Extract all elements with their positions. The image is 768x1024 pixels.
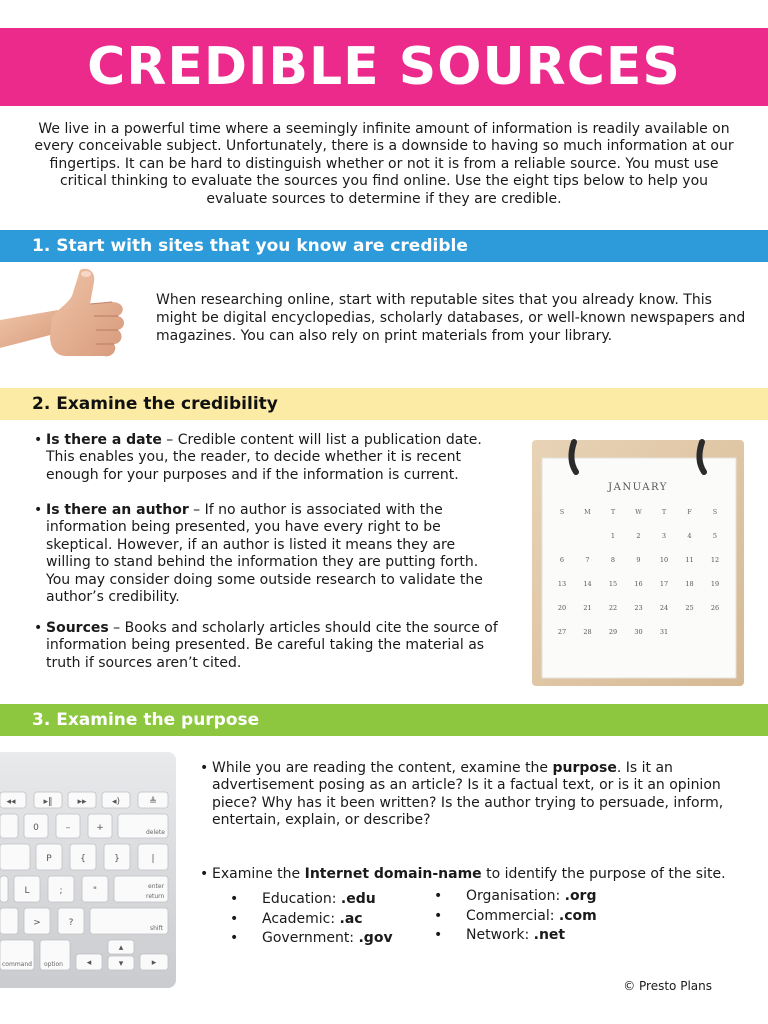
domain-label: Education:: [262, 891, 341, 907]
calendar-day: 4: [687, 532, 692, 540]
bullet-date: [34, 432, 504, 494]
domain-item: [434, 926, 597, 946]
section2-heading: 2. Examine the credibility: [32, 394, 278, 414]
svg-text:◂): ◂): [111, 797, 121, 807]
bullet-item: [200, 760, 748, 830]
domain-item: [230, 890, 393, 910]
calendar-day: 25: [685, 604, 694, 612]
svg-text:;: ;: [59, 886, 63, 896]
calendar-image: [532, 438, 744, 686]
bullet-bold: Internet domain-name: [304, 866, 482, 882]
svg-text:–: –: [65, 823, 71, 833]
calendar-day: 3: [661, 532, 667, 540]
bullet-bold: purpose: [552, 760, 617, 776]
calendar-day: 5: [712, 532, 718, 540]
calendar-day: 29: [608, 628, 618, 636]
bullet-text-post: to identify the purpose of the site.: [481, 866, 726, 882]
calendar-day: 31: [659, 628, 669, 636]
calendar-day: 8: [610, 556, 616, 564]
bullet-sources: [34, 620, 504, 682]
domain-list-right: [434, 887, 597, 946]
calendar-day: 28: [583, 628, 592, 636]
domain-item: [434, 907, 597, 927]
calendar-day: 23: [634, 604, 643, 612]
keyboard-image: [0, 752, 180, 988]
bullet-label: Is there a date: [46, 432, 162, 448]
domain-label: Commercial:: [466, 907, 559, 924]
calendar-weekday: S: [559, 508, 565, 516]
calendar-weekday: T: [610, 508, 616, 516]
intro-paragraph: We live in a powerful time where a seemingly infinite amount of information is readily available on every conceivable subject. Unfortunately, there is a downside to having so much information at our fingertips. It can be hard to distinguish whether or not it is from a reliable source. You must use critical thinking to evaluate the sources you find online. Use the eight tips below to help you evaluate sources to determine if they are credible.: [34, 121, 734, 207]
calendar-day: 1: [610, 532, 616, 540]
calendar-day: 20: [557, 604, 567, 612]
calendar-weekday: M: [584, 508, 591, 516]
bullet-item: [34, 502, 504, 606]
calendar-day: 27: [557, 628, 567, 636]
calendar-day: 14: [583, 580, 592, 588]
domain-item: [434, 887, 597, 907]
bullet-text-post: . Is it an advertisement posing as an article? Is it a factual text, or is it an opinion piece? Why has it been written? Is the author trying to persuade, inform, entertain, explain, or describe?: [212, 760, 724, 829]
key-enter-label: enter: [148, 883, 165, 890]
domain-item: [230, 929, 393, 949]
thumbs-up-image: [0, 262, 130, 372]
bullet-text: – If no author is associated with the information being presented, you have every right to be skeptical. However, if an author is listed it means they are willing to stand behind the information they are putting forth. You may consider doing some outside research to validate the author’s credibility.: [46, 502, 483, 606]
svg-text:P: P: [46, 854, 52, 864]
calendar-day: 12: [710, 556, 720, 564]
svg-text:|: |: [151, 854, 155, 864]
svg-text:?: ?: [68, 918, 74, 928]
domain-tld: .net: [533, 927, 566, 944]
calendar-day: 24: [659, 604, 669, 612]
svg-text:": ": [92, 886, 98, 896]
svg-text:▴: ▴: [118, 943, 124, 953]
section3-header: [0, 704, 768, 736]
title-banner: [0, 28, 768, 106]
section1-text: When researching online, start with reputable sites that you already know. This might be digital encyclopedias, scholarly databases, or well-known newspapers and magazines. You can also rely on print materials from your library.: [156, 292, 746, 344]
svg-text:+: +: [96, 823, 104, 833]
purpose-bullet: [200, 760, 748, 840]
svg-text:▸▸: ▸▸: [77, 797, 87, 807]
key-delete-label: delete: [146, 829, 165, 836]
domain-tld: .edu: [340, 891, 376, 907]
bullet-item: [34, 620, 504, 672]
svg-text:▾: ▾: [118, 959, 124, 969]
domain-tld: .org: [564, 888, 597, 904]
calendar-month: JANUARY: [608, 482, 668, 493]
calendar-weekday: T: [661, 508, 667, 516]
bullet-author: [34, 502, 504, 616]
calendar-day: 10: [659, 556, 669, 564]
calendar-day: 30: [634, 628, 643, 636]
key-command-label: command: [2, 961, 32, 968]
svg-text:≜: ≜: [149, 797, 157, 807]
bullet-label: Sources: [46, 620, 109, 636]
domain-tld: .ac: [339, 910, 363, 927]
page-title: CREDIBLE SOURCES: [87, 37, 681, 97]
bullet-text-pre: Examine the: [212, 866, 305, 882]
calendar-day: 15: [608, 580, 618, 588]
key-option-label: option: [44, 961, 63, 968]
calendar-day: 6: [559, 556, 565, 564]
bullet-text-pre: While you are reading the content, examine the: [212, 760, 553, 776]
bullet-text: – Credible content will list a publication date. This enables you, the reader, to decide whether it is recent enough for your purposes and if the information is current.: [46, 432, 482, 483]
calendar-day: 21: [583, 604, 592, 612]
key-return-label: return: [146, 893, 165, 900]
copyright-footer: © Presto Plans: [623, 979, 712, 993]
bullet-item: [200, 866, 748, 883]
calendar-weekday: S: [712, 508, 718, 516]
svg-text:◂: ◂: [86, 958, 92, 968]
calendar-weekday: F: [687, 508, 692, 516]
svg-text:}: }: [114, 854, 120, 864]
svg-text:>: >: [33, 918, 41, 928]
domain-label: Academic:: [262, 910, 340, 927]
domain-tld: .gov: [358, 930, 393, 947]
bullet-item: [34, 432, 504, 484]
svg-text:{: {: [80, 854, 86, 864]
section3-heading: 3. Examine the purpose: [32, 710, 260, 730]
calendar-day: 17: [659, 580, 669, 588]
calendar-day: 9: [636, 556, 641, 564]
bullet-label: Is there an author: [46, 502, 189, 518]
key-shift-label: shift: [150, 925, 163, 932]
domain-list-left: [230, 890, 393, 949]
calendar-day: 26: [710, 604, 720, 612]
calendar-day: 19: [710, 580, 720, 588]
svg-text:◂◂: ◂◂: [6, 797, 16, 807]
domain-label: Organisation:: [466, 888, 565, 904]
calendar-day: 16: [634, 580, 643, 588]
section2-header: [0, 388, 768, 420]
svg-text:▸: ▸: [151, 958, 157, 968]
calendar-day: 7: [585, 556, 590, 564]
calendar-day: 22: [608, 604, 618, 612]
svg-text:L: L: [24, 886, 30, 896]
calendar-day: 18: [685, 580, 694, 588]
domain-label: Network:: [466, 927, 534, 944]
section1-header: [0, 230, 768, 262]
domain-item: [230, 910, 393, 930]
svg-text:▸‖: ▸‖: [43, 797, 53, 807]
bullet-text: – Books and scholarly articles should cite the source of information being presented. Be careful taking the material as truth if sources aren’t cited.: [46, 620, 498, 671]
section1-heading: 1. Start with sites that you know are credible: [32, 236, 468, 256]
calendar-day: 2: [636, 532, 641, 540]
domain-tld: .com: [558, 907, 597, 924]
calendar-weekday: W: [635, 508, 642, 516]
calendar-day: 11: [685, 556, 694, 564]
svg-text:0: 0: [33, 823, 39, 833]
calendar-day: 13: [557, 580, 567, 588]
domain-label: Government:: [262, 930, 359, 947]
